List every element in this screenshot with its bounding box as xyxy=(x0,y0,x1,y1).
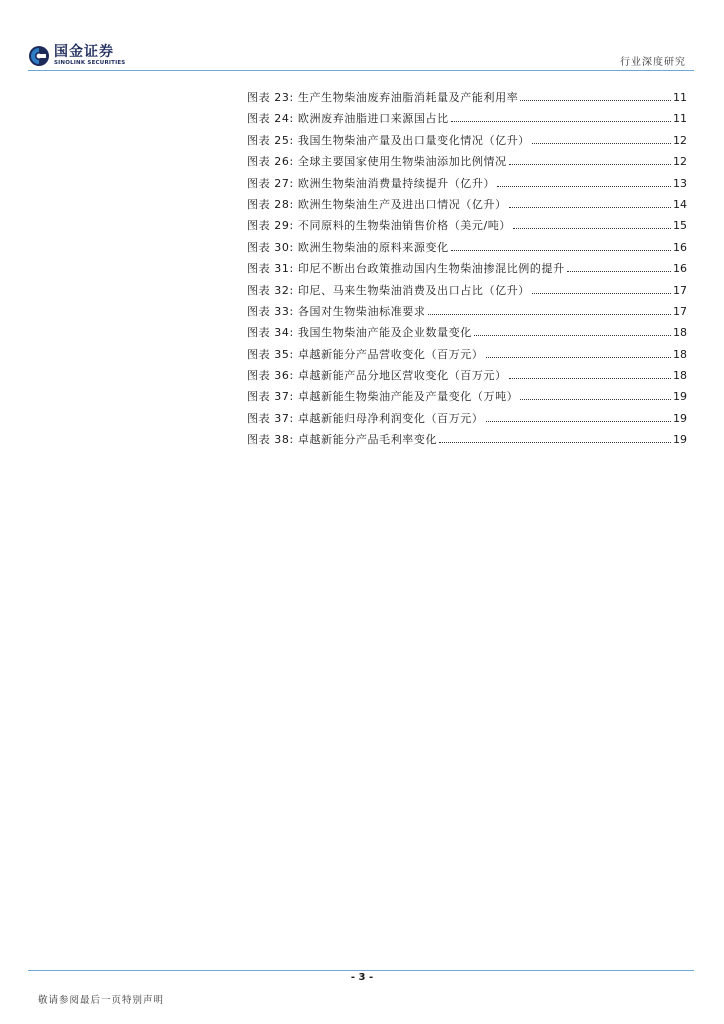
toc-entry[interactable] xyxy=(247,280,687,301)
toc-leader-dots xyxy=(513,227,671,229)
toc-entry-label: 图表 30: 欧洲生物柴油的原料来源变化 xyxy=(247,240,449,254)
toc-entry-page: 11 xyxy=(673,112,687,126)
toc-entry[interactable] xyxy=(247,108,687,129)
toc-entry-label: 图表 36: 卓越新能产品分地区营收变化（百万元） xyxy=(247,369,507,383)
toc-leader-dots xyxy=(520,99,671,101)
toc-entry-page: 16 xyxy=(673,262,687,276)
page-header xyxy=(0,0,724,72)
toc-entry[interactable] xyxy=(247,237,687,258)
toc-leader-dots xyxy=(486,356,672,358)
toc-entry[interactable] xyxy=(247,386,687,407)
toc-entry-label: 图表 32: 印尼、马来生物柴油消费及出口占比（亿升） xyxy=(247,283,530,297)
toc-leader-dots xyxy=(509,377,671,379)
toc-entry-page: 19 xyxy=(673,411,687,425)
toc-entry[interactable] xyxy=(247,365,687,386)
toc-leader-dots xyxy=(532,292,671,294)
toc-entry-page: 19 xyxy=(673,433,687,447)
toc-entry-label: 图表 35: 卓越新能分产品营收变化（百万元） xyxy=(247,347,484,361)
figure-index-list xyxy=(247,87,687,451)
toc-entry[interactable] xyxy=(247,408,687,429)
toc-entry-page: 16 xyxy=(673,240,687,254)
toc-entry[interactable] xyxy=(247,215,687,236)
toc-entry[interactable] xyxy=(247,194,687,215)
toc-leader-dots xyxy=(509,206,671,208)
disclaimer-note: 敬请参阅最后一页特别声明 xyxy=(38,995,165,1006)
logo-chinese-name: 国金证券 xyxy=(54,44,114,60)
toc-entry-label: 图表 23: 生产生物柴油废弃油脂消耗量及产能利用率 xyxy=(247,91,519,104)
toc-leader-dots xyxy=(497,185,671,187)
toc-entry-page: 19 xyxy=(673,390,687,404)
toc-entry-page: 13 xyxy=(673,176,687,190)
toc-leader-dots xyxy=(567,270,671,272)
sinolink-logo-icon xyxy=(28,45,50,67)
toc-entry-page: 18 xyxy=(673,369,687,383)
toc-entry[interactable] xyxy=(247,130,687,151)
footer-divider xyxy=(28,970,694,971)
toc-entry-label: 图表 38: 卓越新能分产品毛利率变化 xyxy=(247,433,438,447)
toc-entry-page: 14 xyxy=(673,197,687,211)
toc-leader-dots xyxy=(451,249,671,251)
toc-entry-page: 12 xyxy=(673,155,687,169)
toc-entry[interactable] xyxy=(247,429,687,450)
toc-entry-label: 图表 33: 各国对生物柴油标准要求 xyxy=(247,304,426,318)
company-logo xyxy=(28,42,125,70)
toc-leader-dots xyxy=(474,334,671,336)
report-section-label: 行业深度研究 xyxy=(620,57,686,68)
toc-entry-label: 图表 24: 欧洲废弃油脂进口来源国占比 xyxy=(247,112,449,126)
toc-entry[interactable] xyxy=(247,258,687,279)
toc-entry-label: 图表 29: 不同原料的生物柴油销售价格（美元/吨） xyxy=(247,219,512,233)
toc-entry-label: 图表 37: 卓越新能归母净利润变化（百万元） xyxy=(247,411,484,425)
toc-entry-page: 11 xyxy=(673,91,687,104)
toc-entry-label: 图表 28: 欧洲生物柴油生产及进出口情况（亿升） xyxy=(247,197,507,211)
toc-entry-label: 图表 26: 全球主要国家使用生物柴油添加比例情况 xyxy=(247,155,507,169)
toc-leader-dots xyxy=(509,163,671,165)
page-number: - 3 - xyxy=(350,972,374,983)
toc-leader-dots xyxy=(439,441,671,443)
toc-leader-dots xyxy=(532,142,671,144)
toc-entry[interactable] xyxy=(247,322,687,343)
toc-entry-page: 18 xyxy=(673,347,687,361)
toc-entry[interactable] xyxy=(247,87,687,108)
toc-entry[interactable] xyxy=(247,151,687,172)
toc-entry-page: 12 xyxy=(673,133,687,147)
toc-entry-page: 17 xyxy=(673,283,687,297)
header-divider xyxy=(28,70,694,71)
toc-entry-page: 18 xyxy=(673,326,687,340)
toc-leader-dots xyxy=(428,313,672,315)
toc-entry-label: 图表 37: 卓越新能生物柴油产能及产量变化（万吨） xyxy=(247,390,519,404)
toc-entry-label: 图表 27: 欧洲生物柴油消费量持续提升（亿升） xyxy=(247,176,496,190)
toc-entry-label: 图表 34: 我国生物柴油产能及企业数量变化 xyxy=(247,326,472,340)
toc-entry[interactable] xyxy=(247,173,687,194)
toc-entry-page: 15 xyxy=(673,219,687,233)
toc-entry-label: 图表 25: 我国生物柴油产量及出口量变化情况（亿升） xyxy=(247,133,530,147)
toc-leader-dots xyxy=(520,398,671,400)
toc-entry-label: 图表 31: 印尼不断出台政策推动国内生物柴油掺混比例的提升 xyxy=(247,262,565,276)
toc-leader-dots xyxy=(486,420,672,422)
toc-entry-page: 17 xyxy=(673,304,687,318)
toc-leader-dots xyxy=(451,120,671,122)
toc-entry[interactable] xyxy=(247,301,687,322)
toc-entry[interactable] xyxy=(247,344,687,365)
logo-english-name: SINOLINK SECURITIES xyxy=(54,60,126,66)
